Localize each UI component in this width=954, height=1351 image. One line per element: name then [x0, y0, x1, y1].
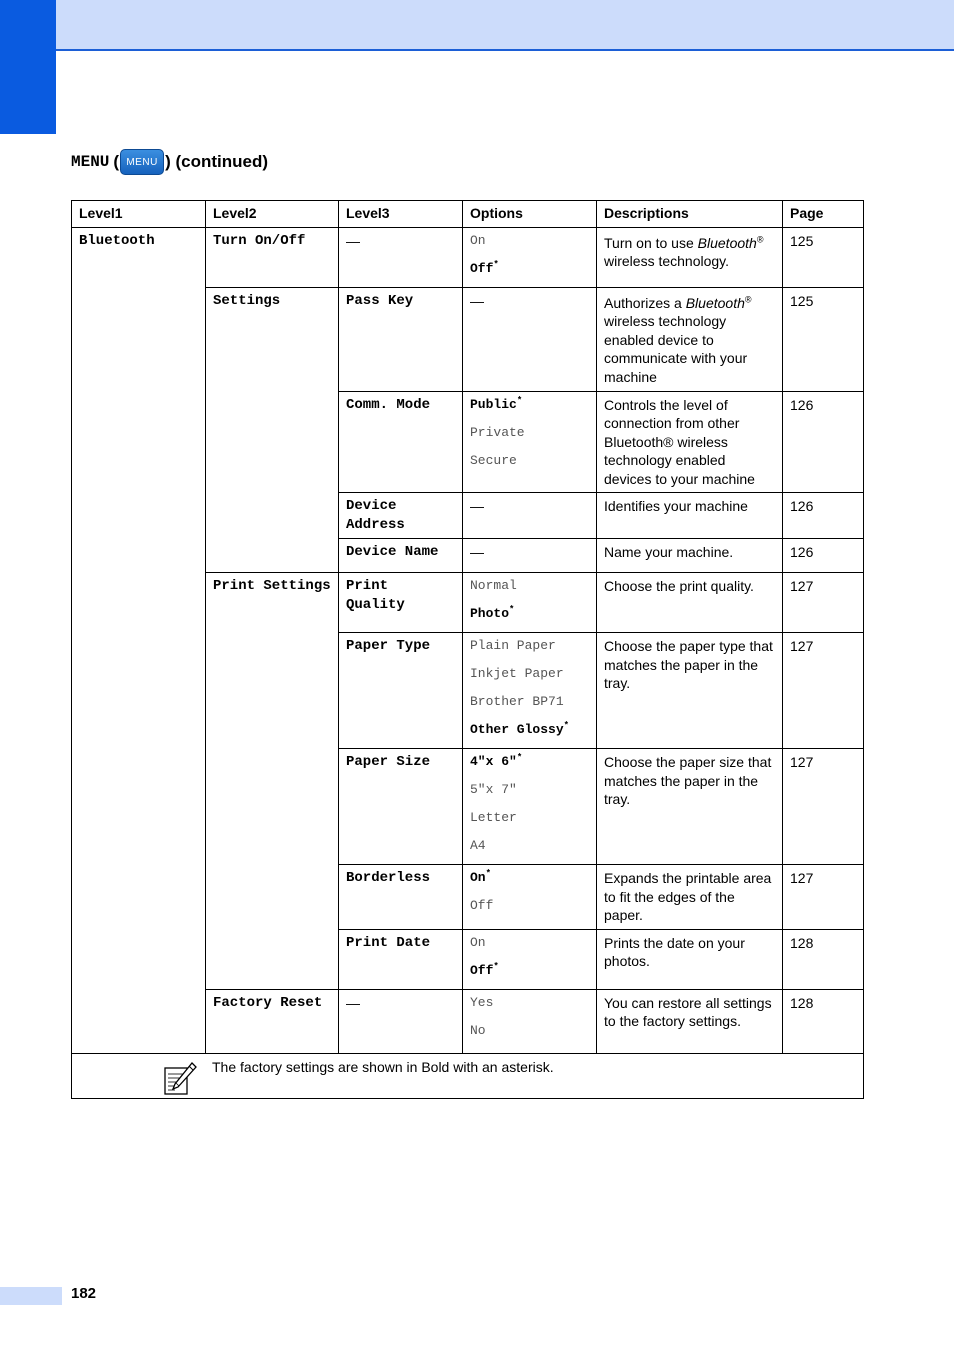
- option: Private: [470, 424, 525, 440]
- level3-paper-type: Paper Type: [339, 633, 463, 749]
- option-default: Off: [470, 962, 494, 978]
- page-cell: 125: [783, 287, 864, 391]
- options-cell: —: [463, 493, 597, 539]
- option: Letter: [470, 810, 517, 825]
- options-cell: [463, 633, 597, 749]
- level2-print-settings: Print Settings: [206, 573, 339, 990]
- options-cell: [463, 865, 597, 930]
- description-cell: Expands the printable area to fit the edges of the paper.: [597, 865, 783, 930]
- option: Secure: [470, 452, 517, 468]
- header-band: [0, 0, 954, 51]
- col-level3: Level3: [339, 201, 463, 228]
- option: On: [470, 934, 486, 950]
- page-cell: 127: [783, 865, 864, 930]
- options-cell: [463, 929, 597, 989]
- description-cell: Choose the print quality.: [597, 573, 783, 633]
- col-options: Options: [463, 201, 597, 228]
- options-cell: [463, 989, 597, 1053]
- page-cell: 126: [783, 493, 864, 539]
- col-level2: Level2: [206, 201, 339, 228]
- note-text: The factory settings are shown in Bold with an asterisk.: [212, 1058, 554, 1075]
- option: Inkjet Paper: [470, 666, 564, 681]
- option: Brother BP71: [470, 694, 564, 709]
- registered-mark: ®: [744, 293, 752, 304]
- page-cell: 128: [783, 929, 864, 989]
- menu-button-icon: MENU: [120, 149, 164, 175]
- asterisk: *: [509, 604, 515, 615]
- page-cell: 127: [783, 633, 864, 749]
- description-cell: [597, 287, 783, 391]
- registered-mark: ®: [756, 233, 764, 244]
- description-tail: wireless technology enabled device to communicate with your machine: [604, 313, 748, 385]
- table-row: [72, 227, 864, 287]
- description-cell: Identifies your machine: [597, 493, 783, 539]
- asterisk: *: [516, 395, 523, 406]
- note-row: [72, 1053, 864, 1098]
- option: Yes: [470, 994, 494, 1010]
- level3-borderless: Borderless: [339, 865, 463, 930]
- level2-factory-reset: Factory Reset: [206, 989, 339, 1053]
- asterisk: *: [485, 868, 492, 879]
- footer-band: [0, 1287, 62, 1305]
- note-cell: [72, 1053, 864, 1098]
- option-default: Off: [470, 260, 494, 276]
- description-tail: wireless technology.: [604, 253, 730, 269]
- option: On: [470, 232, 486, 248]
- description-cell: Choose the paper type that matches the paper in the tray.: [597, 633, 783, 749]
- chapter-tab: [0, 0, 56, 134]
- asterisk: *: [493, 961, 499, 972]
- note-pencil-icon: [163, 1060, 197, 1096]
- options-cell: —: [463, 287, 597, 391]
- asterisk: *: [493, 259, 499, 270]
- level2-settings: Settings: [206, 287, 339, 573]
- option: A4: [470, 838, 486, 853]
- continued-label: ) (continued): [165, 152, 268, 171]
- description-cell: Controls the level of connection from other Bluetooth® wireless technology enabled devices to your machine: [597, 391, 783, 493]
- menu-table: [71, 200, 864, 1099]
- options-cell: [463, 227, 597, 287]
- asterisk: *: [563, 720, 570, 731]
- level3-cell: —: [339, 989, 463, 1053]
- option: 5"x 7": [470, 782, 517, 797]
- menu-word: MENU: [71, 153, 110, 171]
- page-cell: 128: [783, 989, 864, 1053]
- option: Normal: [470, 578, 517, 593]
- description-text: Authorizes a: [604, 294, 682, 311]
- option: No: [470, 1022, 486, 1038]
- asterisk: *: [516, 752, 523, 763]
- col-descriptions: Descriptions: [597, 201, 783, 228]
- level3-paper-size: Paper Size: [339, 749, 463, 865]
- col-level1: Level1: [72, 201, 206, 228]
- section-heading: [71, 148, 268, 176]
- page-cell: 127: [783, 749, 864, 865]
- description-cell: Name your machine.: [597, 539, 783, 573]
- level3-device-address: Device Address: [339, 493, 463, 539]
- option-default: Public: [470, 396, 517, 412]
- page-cell: 126: [783, 539, 864, 573]
- page-cell: 125: [783, 227, 864, 287]
- options-cell: —: [463, 539, 597, 573]
- description-cell: Choose the paper size that matches the paper in the tray.: [597, 749, 783, 865]
- level1-bluetooth: Bluetooth: [72, 227, 206, 1053]
- options-cell: [463, 749, 597, 865]
- col-page: Page: [783, 201, 864, 228]
- description-em: Bluetooth: [685, 294, 745, 311]
- open-paren: (: [113, 152, 120, 171]
- page-cell: 126: [783, 391, 864, 493]
- level3-cell: —: [339, 227, 463, 287]
- option: Off: [470, 898, 494, 913]
- description-cell: [597, 227, 783, 287]
- options-cell: [463, 573, 597, 633]
- options-cell: [463, 391, 597, 493]
- description-cell: You can restore all settings to the factory settings.: [597, 989, 783, 1053]
- header-row: [72, 201, 864, 228]
- level3-print-quality: Print Quality: [339, 573, 463, 633]
- page-cell: 127: [783, 573, 864, 633]
- option: Plain Paper: [470, 638, 556, 653]
- option-default: On: [470, 870, 486, 885]
- level3-print-date: Print Date: [339, 929, 463, 989]
- level2-turn-on-off: Turn On/Off: [206, 227, 339, 287]
- page-number: 182: [71, 1285, 97, 1302]
- description-text: Turn on to use: [604, 234, 694, 251]
- option-default: 4"x 6": [470, 754, 517, 769]
- level3-comm-mode: Comm. Mode: [339, 391, 463, 493]
- option-default: Photo: [470, 606, 510, 621]
- description-cell: Prints the date on your photos.: [597, 929, 783, 989]
- level3-pass-key: Pass Key: [339, 287, 463, 391]
- option-default: Other Glossy: [470, 722, 564, 737]
- description-em: Bluetooth: [697, 234, 757, 251]
- level3-device-name: Device Name: [339, 539, 463, 573]
